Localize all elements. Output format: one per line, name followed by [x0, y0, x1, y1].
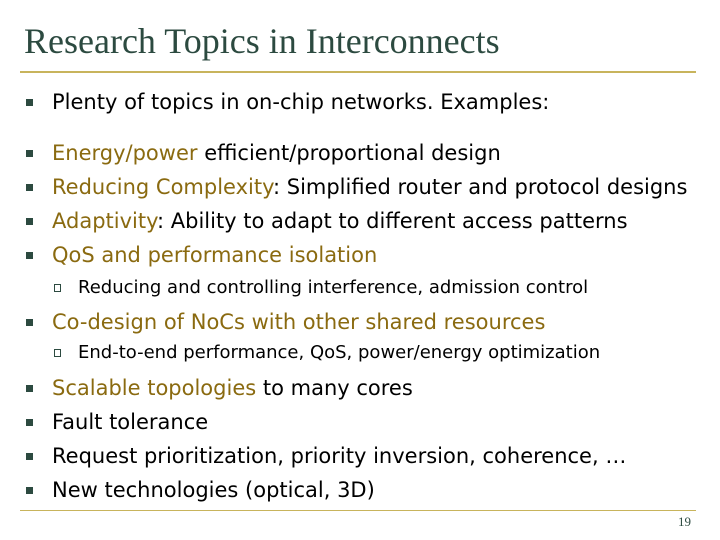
plain-text: : Simplified router and protocol designs: [272, 175, 688, 199]
bullet-text: [52, 241, 377, 269]
footer-divider: [20, 510, 696, 511]
bullet-text: [52, 88, 549, 116]
bullet-text: [52, 408, 208, 436]
plain-text: End-to-end performance, QoS, power/energy optimization: [78, 342, 601, 363]
square-bullet-icon: [26, 252, 33, 259]
highlighted-text: Energy/power: [52, 141, 198, 165]
bullet-text: [52, 374, 413, 402]
plain-text: efficient/proportional design: [197, 141, 501, 165]
bullet-text: [52, 207, 628, 235]
plain-text: Reducing and controlling interference, admission control: [78, 277, 589, 298]
square-bullet-icon: [26, 218, 33, 225]
highlighted-text: Adaptivity: [52, 209, 157, 233]
square-bullet-icon: [26, 319, 33, 326]
hollow-square-bullet-icon: [54, 284, 61, 292]
square-bullet-icon: [26, 150, 33, 157]
slide-title: Research Topics in Interconnects: [24, 21, 500, 61]
highlighted-text: Reducing Complexity: [52, 175, 273, 199]
square-bullet-icon: [26, 487, 33, 494]
bullet-text: [52, 476, 375, 504]
square-bullet-icon: [26, 385, 33, 392]
bullet-text: [52, 308, 545, 336]
bullet-text: [78, 341, 600, 365]
plain-text: : Ability to adapt to different access patterns: [157, 209, 628, 233]
highlighted-text: QoS and performance isolation: [52, 243, 378, 267]
highlighted-text: Co-design of NoCs with other shared resources: [52, 310, 546, 334]
square-bullet-icon: [26, 419, 33, 426]
bullet-text: [52, 139, 501, 167]
plain-text: Request prioritization, priority inversion, coherence, …: [52, 444, 627, 468]
plain-text: to many cores: [256, 376, 413, 400]
plain-text: Plenty of topics in on-chip networks. Examples:: [52, 90, 550, 114]
square-bullet-icon: [26, 99, 33, 106]
bullet-text: [52, 442, 626, 470]
bullet-text: [78, 276, 588, 300]
plain-text: New technologies (optical, 3D): [52, 478, 375, 502]
highlighted-text: Scalable topologies: [52, 376, 257, 400]
plain-text: Fault tolerance: [52, 410, 209, 434]
bullet-text: [52, 173, 687, 201]
page-number: 19: [678, 514, 691, 529]
square-bullet-icon: [26, 184, 33, 191]
square-bullet-icon: [26, 453, 33, 460]
hollow-square-bullet-icon: [54, 349, 61, 357]
